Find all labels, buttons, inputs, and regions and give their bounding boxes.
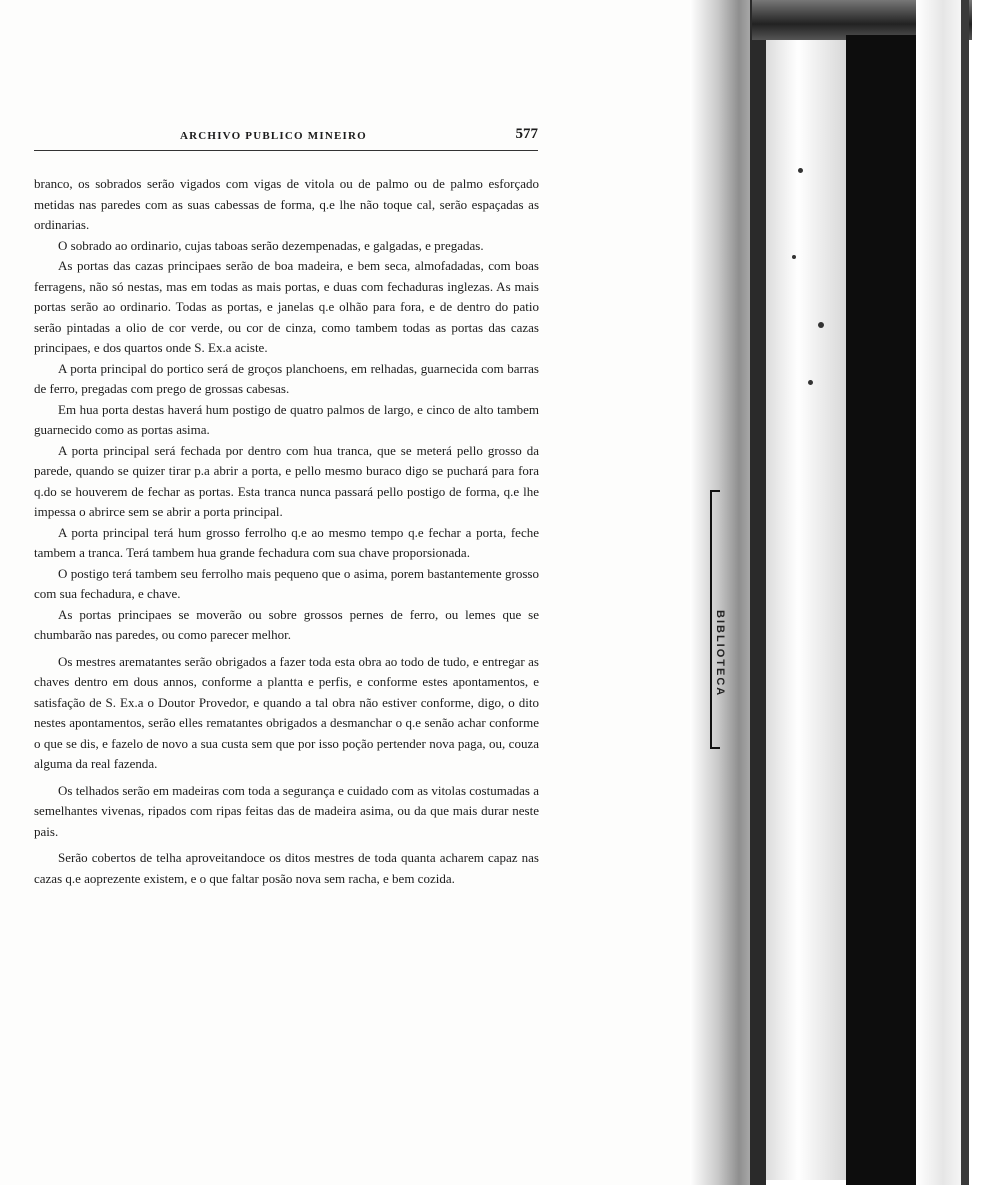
spine-stamp-label [690, 610, 726, 650]
binding-light-strip [916, 0, 961, 1185]
speck [818, 322, 824, 328]
binding-dark-band [846, 35, 916, 1185]
book-binding-edge [690, 0, 981, 1185]
speck [792, 255, 796, 259]
paragraph: As portas das cazas principaes serão de boa madeira, e bem seca, almofadadas, com boas ferragens, não só nestas, mas em todas as mais portas, e duas com fechaduras inglezas. As mais portas serão ao ordinario. Todas as portas, e janelas q.e olhão para fora, e de dentro do patio serão pintadas a olio de cor verde, ou cor de cinza, como tambem todas as portas das cazas principaes, e dos quartos onde S. Ex.a aciste. [34, 258, 539, 355]
paragraph: Os mestres arematantes serão obrigados a fazer toda esta obra ao todo de tudo, e entregar as chaves dentro em dous annos, conforme a plantta e perfis, e conforme estes apontamentos, e satisfação de S. Ex.a o Doutor Provedor, e quando a tal obra não estiver conforme, digo, o dito nestes apontamentos, serão elles rematantes obrigados a desmanchar o q.e senão achar conforme o que se dis, e fazelo de novo a sua custa sem que por isso poção pertender nova paga, ou, couza alguma da real fazenda. [34, 653, 539, 771]
paragraph: A porta principal terá hum grosso ferrolho q.e ao mesmo tempo q.e fechar a porta, feche tambem a tranca. Terá tambem hua grande fechadura com sua chave proporsionada. [34, 524, 539, 560]
page-header [34, 126, 538, 148]
header-rule [34, 150, 538, 151]
paragraph: As portas principaes se moverão ou sobre grossos pernes de ferro, ou lemes que se chumbarão nas paredes, ou como parecer melhor. [34, 606, 539, 642]
paragraph: O sobrado ao ordinario, cujas taboas serão dezempenadas, e galgadas, e pregadas. [58, 237, 484, 253]
binding-line [750, 0, 766, 1185]
paragraph: O postigo terá tambem seu ferrolho mais pequeno que o asima, porem bastantemente grosso com sua fechadura, e chave. [34, 565, 539, 601]
paragraph: branco, os sobrados serão vigados com vigas de vitola ou de palmo ou de palmo esforçado metidas nas paredes com as suas cabessas de forma, q.e lhe não toque cal, serão espaçadas as ordinarias. [34, 176, 539, 232]
paragraph: Em hua porta destas haverá hum postigo de quatro palmos de largo, e cinco de alto tambem guarnecido como as portas asima. [34, 401, 539, 437]
binding-outer-line [961, 0, 969, 1185]
running-title: ARCHIVO PUBLICO MINEIRO [180, 130, 367, 142]
paragraph: Os telhados serão em madeiras com toda a segurança e cuidado com as vitolas costumadas a semelhantes vivenas, ripados com ripas feitas das de madeira asima, ou da que mais durar neste pais. [34, 782, 539, 839]
paragraph: A porta principal será fechada por dentro com hua tranca, que se meterá pello grosso da parede, quando se quizer tirar p.a abrir a porta, e pello mesmo buraco digo se puchará para fora q.do se houverem de fechar as portas. Esta tranca nunca passará pello postigo de forma, q.e lhe impessa o abrirce sem se abrir a porta principal. [34, 442, 539, 519]
paragraph: A porta principal do portico será de groços planchoens, em relhadas, guarnecida com barras de ferro, pregadas com prego de grossas cabesas. [34, 360, 539, 396]
body-text [34, 174, 539, 889]
binding-strip [766, 10, 846, 1180]
paragraph: Serão cobertos de telha aproveitandoce os ditos mestres de toda quanta acharem capaz nas cazas q.e aoprezente existem, e o que faltar posão nova sem racha, e bem cozida. [34, 850, 539, 886]
speck [808, 380, 813, 385]
speck [798, 168, 803, 173]
page-number: 577 [515, 126, 538, 142]
